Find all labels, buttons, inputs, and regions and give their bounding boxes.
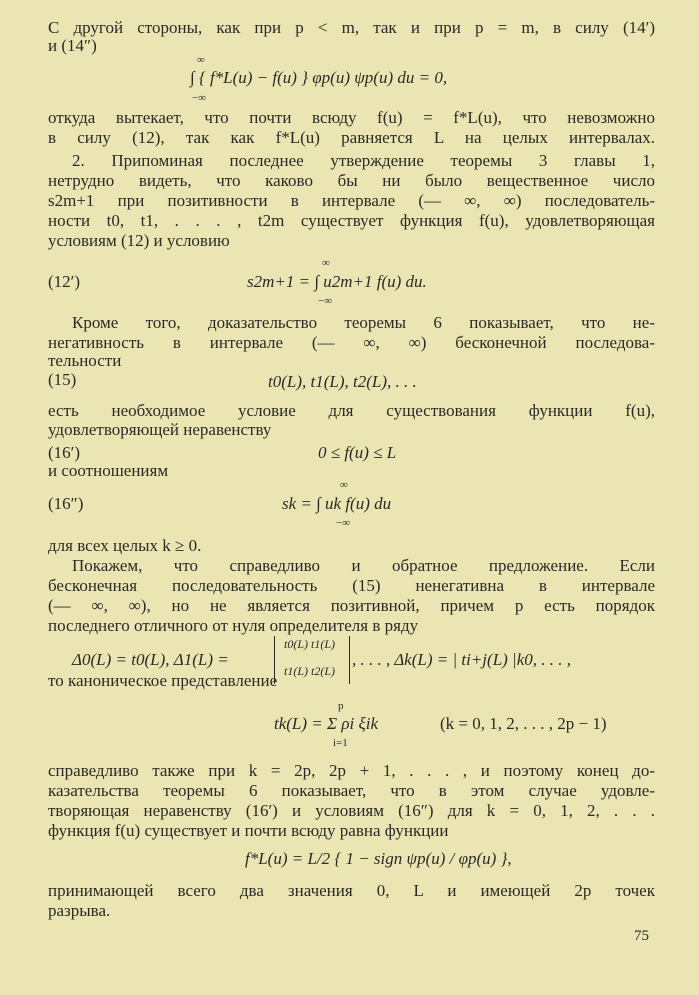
text-line: s2m+1 при позитивности в интервале (— ∞, ∞) последователь- [48,191,655,210]
sum-lower-limit: i=1 [333,737,348,749]
text-line: справедливо также при k = 2p, 2p + 1, . . . , и поэтому конец до- [48,761,655,780]
equation-16doubleprime: sk = ∫ uk f(u) du [282,494,392,513]
equation-tag: (15) [48,370,77,389]
text-line: условиям (12) и условию [48,231,230,250]
text-line: последнего отличного от нуля определителя в ряду [48,616,419,635]
text-line: то каноническое представление [48,671,278,690]
text-line: (— ∞, ∞), но не является позитивной, причем p есть порядок [48,596,655,615]
text-line: и соотношениям [48,461,169,480]
text-line: казательства теоремы 6 показывает, что в этом случае удовле- [48,781,655,800]
text-line: Кроме того, доказательство теоремы 6 показывает, что не- [72,313,655,332]
integral-upper-limit: ∞ [340,479,348,491]
canonical-representation: tk(L) = Σ ρi ξik [274,714,379,733]
text-line: для всех целых k ≥ 0. [48,536,202,555]
equation-15: t0(L), t1(L), t2(L), . . . [268,372,417,391]
text-line: есть необходимое условие для существования функции f(u), [48,401,655,420]
integral-lower-limit: −∞ [318,295,333,307]
text-line: ности t0, t1, . . . , t2m существует функция f(u), удовлетворяющая [48,211,655,230]
equation-fstar: f*L(u) = L/2 { 1 − sign ψp(u) / φp(u) }, [245,849,512,868]
equation-tag: (16′) [48,443,81,462]
text-line: тельности [48,351,122,370]
integral-lower-limit: −∞ [192,92,207,104]
equation-tag: (16″) [48,494,84,513]
text-line: С другой стороны, как при p < m, так и при p = m, в силу (14′) [48,18,655,37]
text-line: творяющая неравенству (16′) и условиям (16″) для k = 0, 1, 2, . . . [48,801,655,820]
integral-upper-limit: ∞ [197,54,205,66]
text-line: бесконечная последовательность (15) ненегативна в интервале [48,576,655,595]
text-line: удовлетворяющей неравенству [48,420,272,439]
determinant-start: Δ0(L) = t0(L), Δ1(L) = [72,650,229,669]
text-line: нетрудно видеть, что каково бы ни было вещественное число [48,171,655,190]
text-line: в силу (12), так как f*L(u) равняется L на целых интервалах. [48,128,655,147]
equation-12prime: s2m+1 = ∫ u2m+1 f(u) du. [247,272,427,291]
text-line: разрыва. [48,901,111,920]
sum-upper-limit: p [338,700,344,712]
text-line: Покажем, что справедливо и обратное предложение. Если [72,556,655,575]
text-line: принимающей всего два значения 0, L и имеющей 2p точек [48,881,655,900]
text-line: и (14″) [48,36,97,55]
equation-orthogonality: ∫ { f*L(u) − f(u) } φp(u) ψp(u) du = 0, [190,68,448,87]
text-line: 2. Припоминая последнее утверждение теоремы 3 главы 1, [72,151,655,170]
text-line: функция f(u) существует и почти всюду равна функции [48,821,449,840]
page-number: 75 [634,928,649,944]
equation-tag: (12′) [48,272,81,291]
integral-lower-limit: −∞ [336,517,351,529]
determinant-row: t1(L) t2(L) [284,664,335,678]
canonical-range: (k = 0, 1, 2, . . . , 2p − 1) [440,714,607,733]
text-line: негативность в интервале (— ∞, ∞) бесконечной последова- [48,333,655,352]
determinant-end: , . . . , Δk(L) = | ti+j(L) |k0, . . . , [352,650,572,669]
integral-upper-limit: ∞ [322,257,330,269]
equation-16prime: 0 ≤ f(u) ≤ L [318,443,397,462]
text-line: откуда вытекает, что почти всюду f(u) = f*L(u), что невозможно [48,108,655,127]
determinant-row: t0(L) t1(L) [284,637,335,651]
